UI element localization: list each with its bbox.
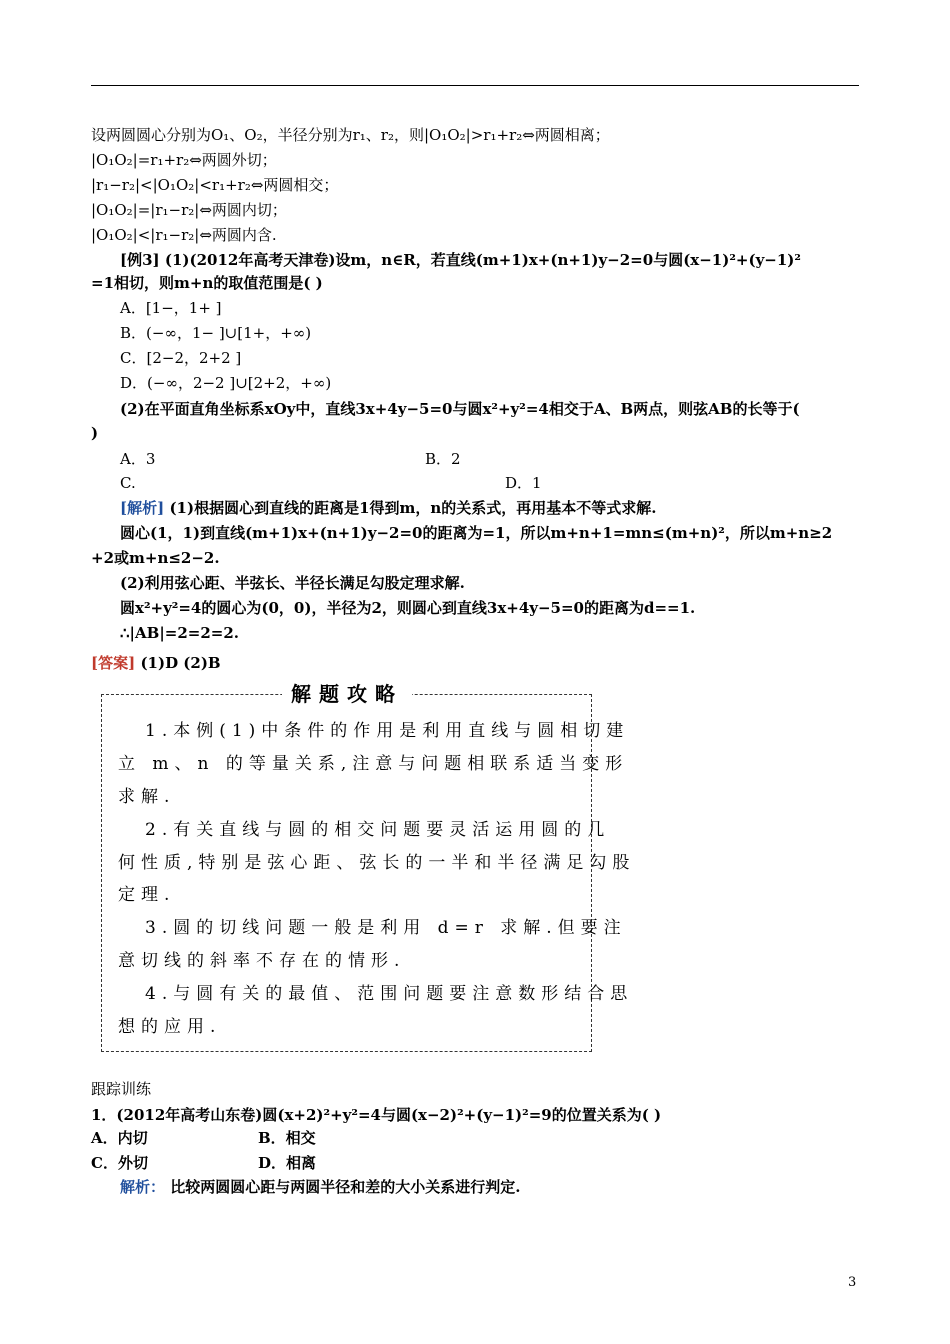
- tip-line-8: 意切线的斜率不存在的情形.: [118, 951, 406, 971]
- practice-heading: 跟踪训练: [91, 1080, 152, 1098]
- analysis-line-3: +2或m+n≤2−2.: [91, 549, 220, 567]
- intro-line-4: |O₁O₂|=|r₁−r₂|⇔两圆内切；: [91, 201, 287, 219]
- tip-line-4: 2.有关直线与圆的相交问题要灵活运用圆的几: [145, 820, 611, 840]
- part2-option-b: B．2: [425, 450, 461, 468]
- analysis-label: [解析]: [120, 499, 165, 517]
- analysis-line-6: ∴|AB|=2=2=2.: [120, 624, 240, 642]
- example-option-b: B．(−∞，1− ]∪[1+，+∞): [120, 324, 312, 342]
- practice-question-1: 1．(2012年高考山东卷)圆(x+2)²+y²=4与圆(x−2)²+(y−1)²=9的位置关系为( ): [91, 1106, 662, 1124]
- part2-option-c: C.: [120, 474, 136, 492]
- analysis-text-1: (1)根据圆心到直线的距离是1得到m，n的关系式，再用基本不等式求解.: [169, 499, 657, 517]
- intro-line-5: |O₁O₂|<|r₁−r₂|⇔两圆内含.: [91, 226, 277, 244]
- analysis-line-2: 圆心(1，1)到直线(m+1)x+(n+1)y−2=0的距离为=1，所以m+n+1=mn≤(m+n)²，所以m+n≥2: [120, 524, 833, 542]
- header-rule: [91, 85, 859, 86]
- tip-line-9: 4.与圆有关的最值、范围问题要注意数形结合思: [145, 984, 634, 1004]
- tip-line-6: 定理.: [118, 885, 176, 905]
- answer-text: (1)D (2)B: [140, 654, 221, 672]
- example-part2-line-1: (2)在平面直角坐标系xOy中，直线3x+4y−5=0与圆x²+y²=4相交于A、B两点，则弦AB的长等于(: [120, 400, 800, 418]
- intro-line-1: 设两圆圆心分别为O₁、O₂，半径分别为r₁、r₂，则|O₁O₂|>r₁+r₂⇔两圆相离；: [91, 126, 610, 144]
- example-3-line-2: =1相切，则m+n的取值范围是( ): [91, 274, 323, 292]
- practice-solution: [120, 1176, 520, 1198]
- example-option-a: A．[1−，1+ ]: [120, 299, 222, 317]
- analysis-line-1: [120, 497, 657, 519]
- practice-option-a: A．内切: [91, 1129, 148, 1147]
- answer-line: [91, 652, 221, 674]
- tip-line-10: 想的应用.: [118, 1017, 222, 1037]
- answer-label: [答案]: [91, 654, 136, 672]
- tip-line-5: 何性质,特别是弦心距、弦长的一半和半径满足勾股: [118, 853, 636, 873]
- tip-line-3: 求解.: [118, 787, 176, 807]
- example-part2-line-2: ): [91, 424, 99, 442]
- solution-label: 解析：: [120, 1178, 166, 1196]
- tip-line-2: 立 m、n 的等量关系,注意与问题相联系适当变形: [118, 754, 629, 774]
- example-option-d: D．(−∞，2−2 ]∪[2+2，+∞): [120, 374, 332, 392]
- example-option-c: C．[2−2，2+2 ]: [120, 349, 242, 367]
- practice-option-b: B．相交: [258, 1129, 316, 1147]
- intro-line-2: |O₁O₂|=r₁+r₂⇔两圆外切；: [91, 151, 277, 169]
- solution-text: 比较两圆圆心距与两圆半径和差的大小关系进行判定.: [170, 1178, 521, 1196]
- part2-option-d: D．1: [505, 474, 542, 492]
- practice-option-c: C．外切: [91, 1154, 148, 1172]
- tips-title: 解题攻略: [282, 680, 412, 708]
- analysis-line-5: 圆x²+y²=4的圆心为(0，0)，半径为2，则圆心到直线3x+4y−5=0的距离为d==1.: [120, 599, 696, 617]
- part2-option-a: A．3: [120, 450, 156, 468]
- analysis-line-4: (2)利用弦心距、半弦长、半径长满足勾股定理求解.: [120, 574, 465, 592]
- page-number: 3: [848, 1275, 857, 1290]
- practice-option-d: D．相离: [258, 1154, 317, 1172]
- intro-line-3: |r₁−r₂|<|O₁O₂|<r₁+r₂⇔两圆相交；: [91, 176, 339, 194]
- tip-line-1: 1.本例(1)中条件的作用是利用直线与圆相切建: [145, 721, 630, 741]
- tip-line-7: 3.圆的切线问题一般是利用 d=r 求解.但要注: [145, 918, 627, 938]
- example-3-line-1: [例3] (1)(2012年高考天津卷)设m，n∈R，若直线(m+1)x+(n+1)y−2=0与圆(x−1)²+(y−1)²: [120, 251, 801, 269]
